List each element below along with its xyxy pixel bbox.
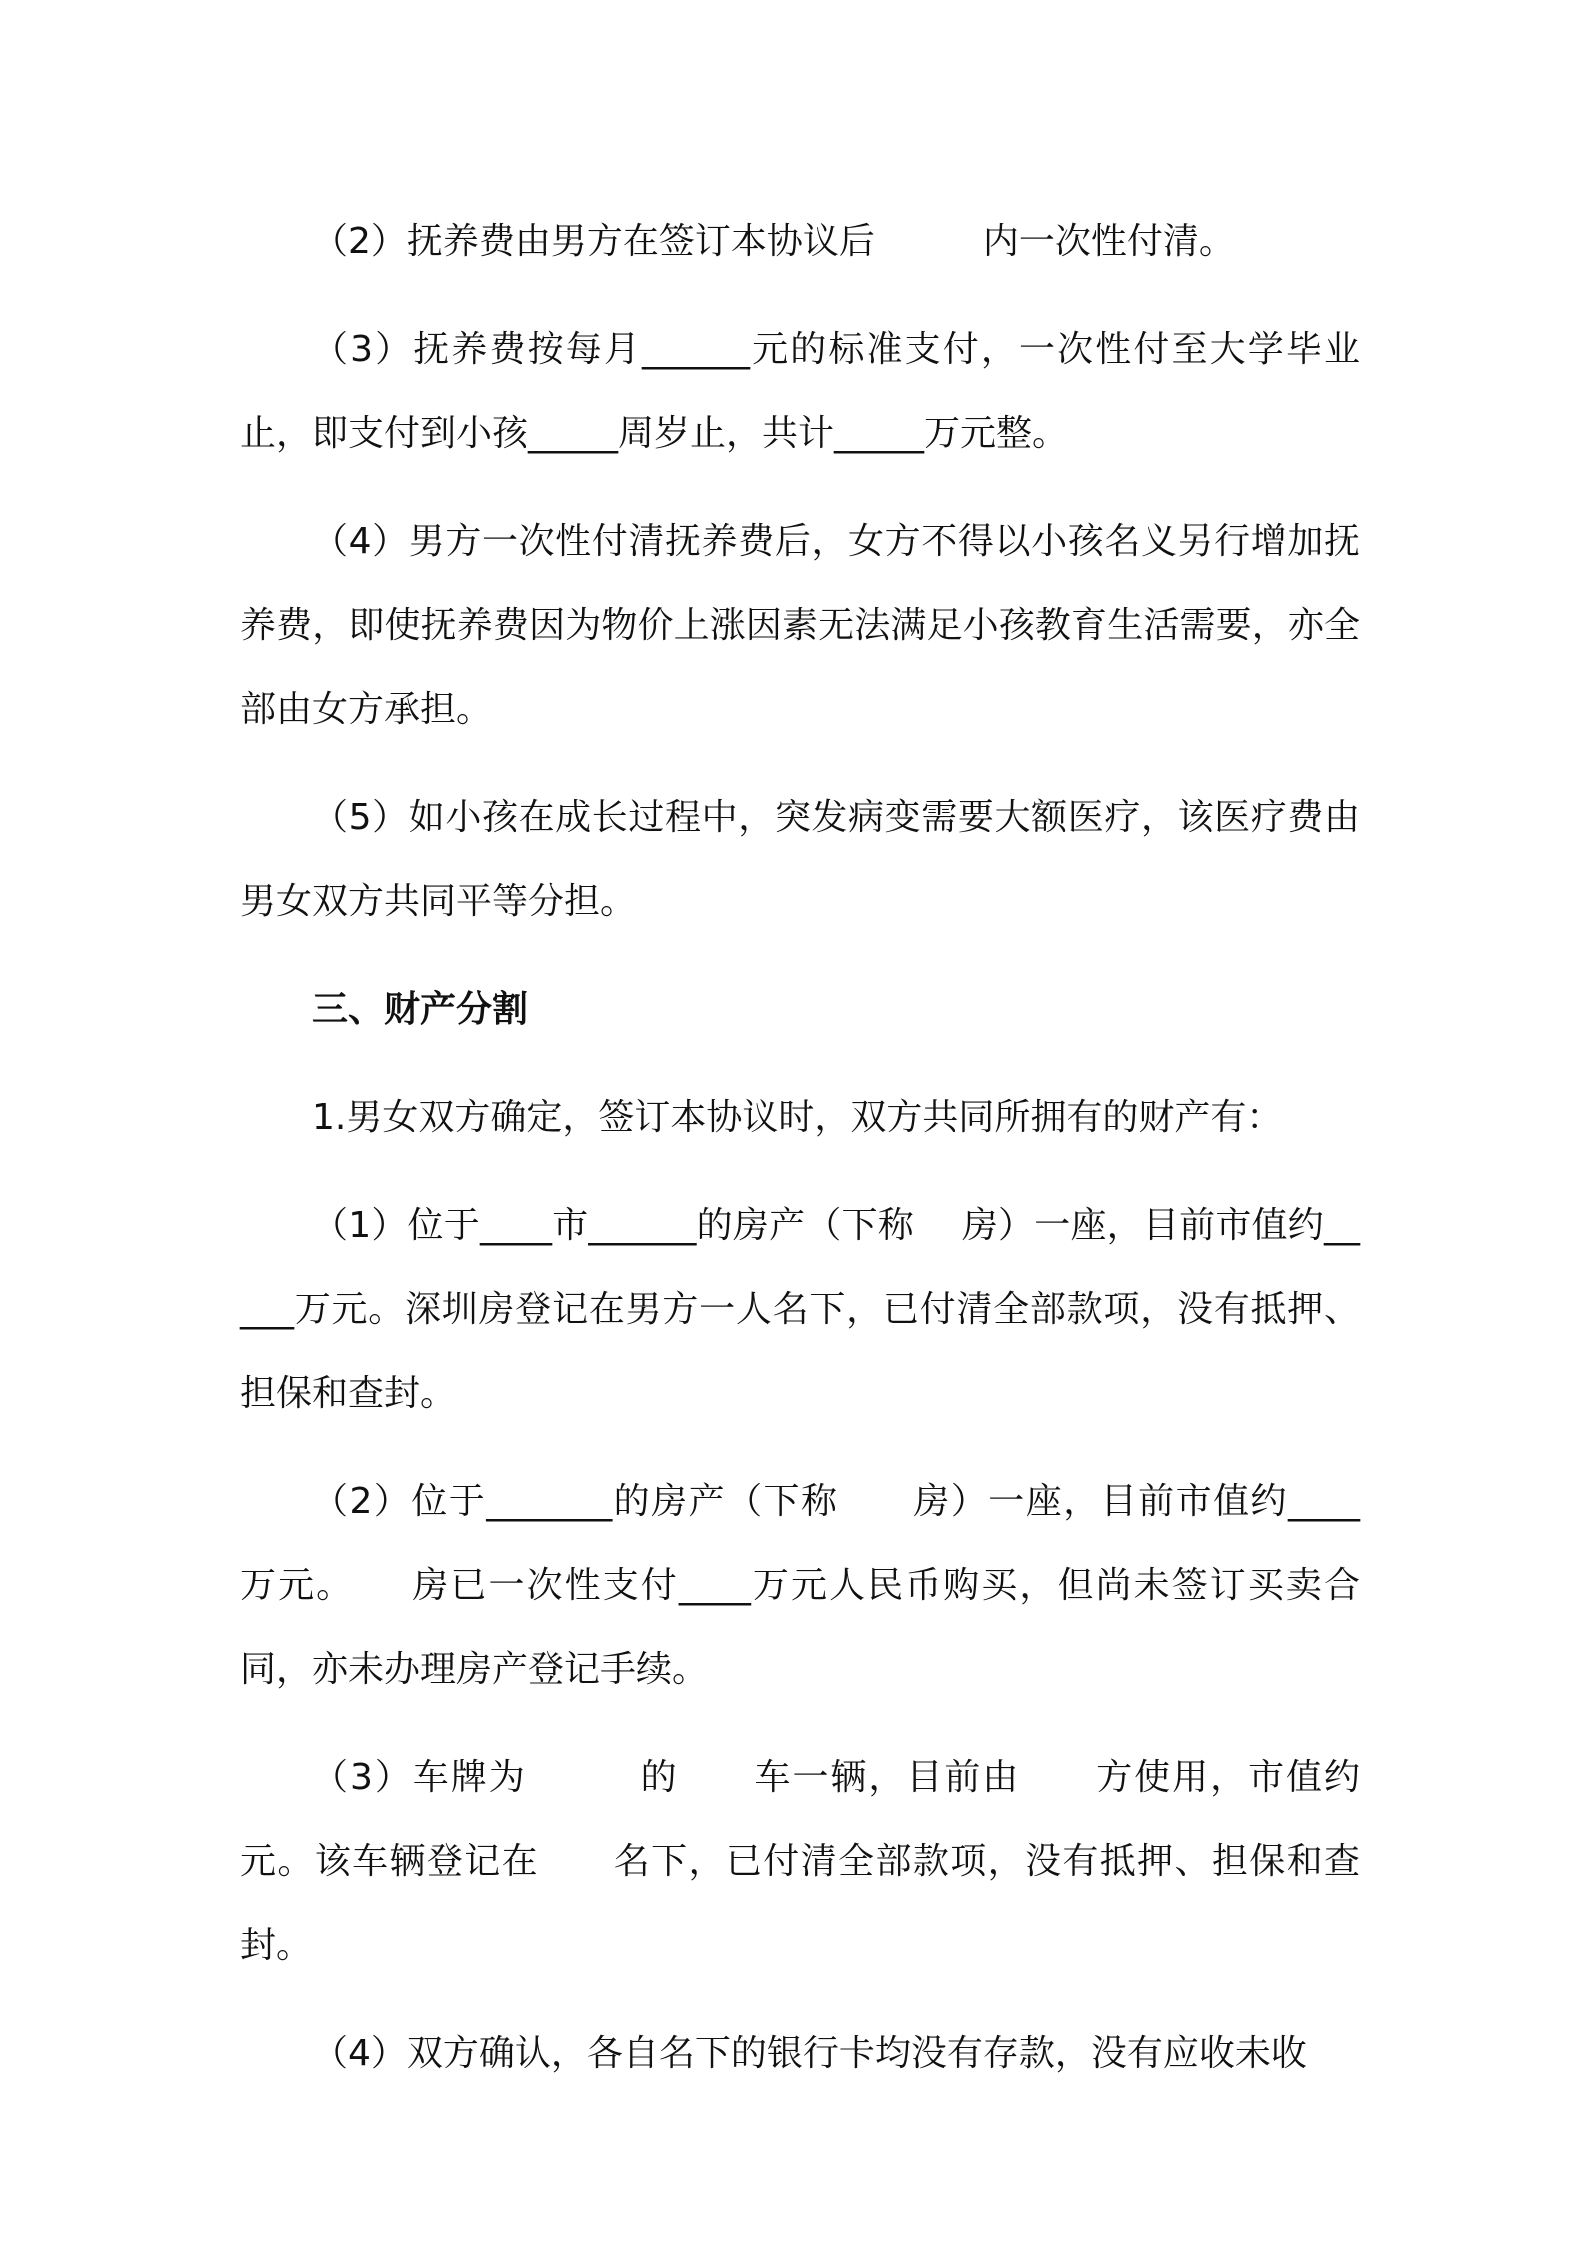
paragraph-support-2: （2）抚养费由男方在签订本协议后 内一次性付清。 (312, 221, 1235, 262)
paragraph-support-4: （4）男方一次性付清抚养费后，女方不得以小孩名义另行增加抚养费，即使抚养费因为物价上涨因素无法满足小孩教育生活需要，亦全部由女方承担。 (240, 521, 1360, 730)
paragraph-property-house-2: （2）位于_______的房产（下称 房）一座，目前市值约____万元。 房已一次性支付____万元人民币购买，但尚未签订买卖合同，亦未办理房产登记手续。 (240, 1481, 1360, 1690)
paragraph-support-5: （5）如小孩在成长过程中，突发病变需要大额医疗，该医疗费由男女双方共同平等分担。 (240, 797, 1360, 922)
paragraph-support-3: （3）抚养费按每月______元的标准支付，一次性付至大学毕业止，即支付到小孩_____周岁止，共计_____万元整。 (240, 329, 1360, 454)
section-heading-property-division: 三、财产分割 (312, 989, 529, 1030)
paragraph-property-intro: 1.男女双方确定，签订本协议时，双方共同所拥有的财产有： (312, 1097, 1283, 1138)
paragraph-property-house-1: （1）位于____市______的房产（下称 房）一座，目前市值约_____万元。深圳房登记在男方一人名下，已付清全部款项，没有抵押、担保和查封。 (240, 1205, 1360, 1414)
paragraph-property-vehicle: （3）车牌为 的 车一辆，目前由 方使用，市值约 元。该车辆登记在 名下，已付清全部款项，没有抵押、担保和查封。 (240, 1757, 1433, 1966)
paragraph-property-bank: （4）双方确认，各自名下的银行卡均没有存款，没有应收未收 (312, 2033, 1307, 2074)
document-body (240, 200, 1433, 2096)
